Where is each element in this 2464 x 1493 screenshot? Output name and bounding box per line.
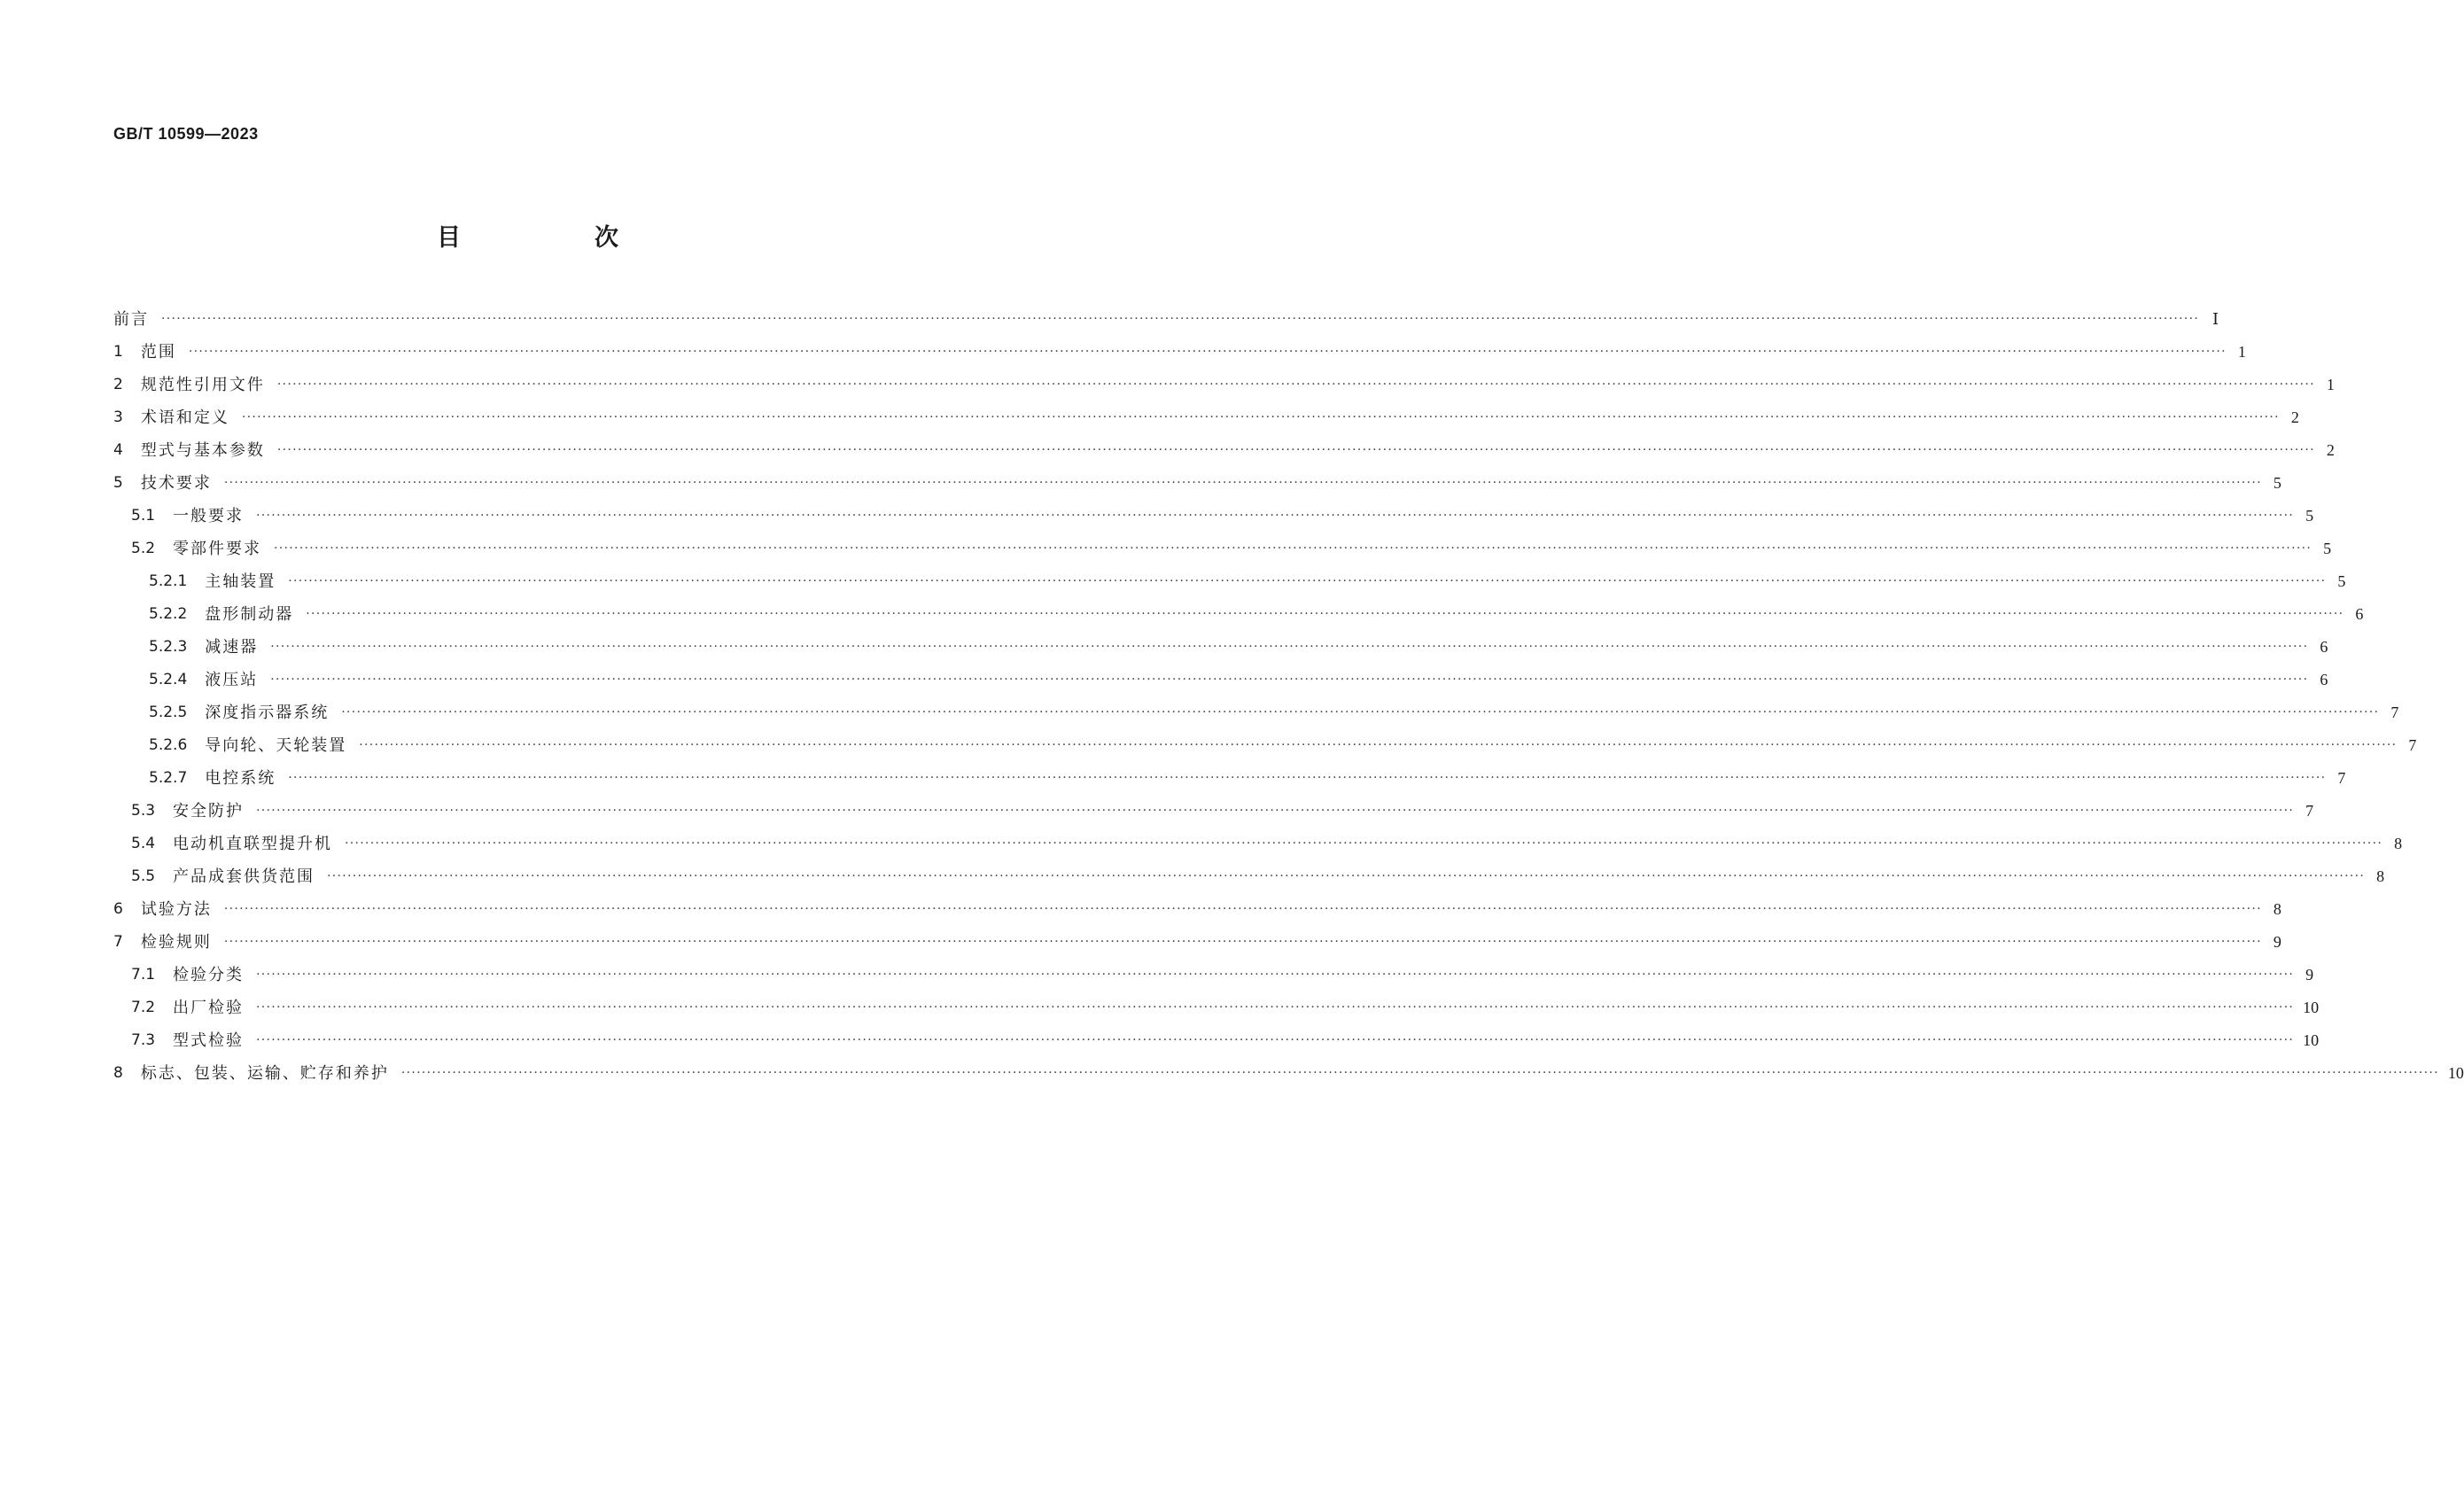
dot-leader: ················································································································································································································································································································································································································ (188, 345, 2227, 359)
toc-entry[interactable] (113, 664, 2328, 696)
toc-entry-page: 2 (2290, 408, 2299, 426)
toc-entry-title: 型式与基本参数 (140, 441, 265, 460)
toc-entry-number: 5 (113, 474, 123, 492)
toc-entry-title: 标志、包装、运输、贮存和养护 (140, 1064, 389, 1083)
toc-entry-title: 一般要求 (173, 507, 245, 525)
toc-entry-number: 5.2.3 (149, 638, 188, 656)
toc-entry-page: 6 (2355, 605, 2364, 623)
dot-leader: ················································································································································································································································································································································································································ (274, 541, 2312, 556)
toc-entry-page: 1 (2326, 376, 2335, 393)
toc-entry-number: 5.2.2 (149, 605, 188, 623)
toc-entry-title: 减速器 (205, 638, 259, 657)
toc-entry[interactable] (113, 467, 2281, 500)
toc-entry-number: 7.3 (131, 1031, 156, 1049)
toc-entry[interactable] (113, 598, 2364, 631)
toc-entry-page: 7 (2390, 704, 2399, 721)
toc-entry[interactable] (113, 991, 2320, 1024)
toc-entry[interactable] (113, 795, 2314, 828)
toc-entry-page: 7 (2408, 736, 2417, 754)
toc-entry-title: 试验方法 (140, 900, 212, 919)
toc-entry[interactable] (113, 893, 2281, 926)
dot-leader: ················································································································································································································································································································································································································ (288, 771, 2327, 785)
toc-entry-number: 5.5 (131, 867, 156, 885)
toc-entry-title: 电控系统 (205, 769, 276, 788)
toc-entry[interactable] (113, 500, 2314, 533)
toc-entry-page: 5 (2305, 507, 2314, 525)
toc-entry[interactable] (113, 828, 2403, 860)
toc-entry[interactable] (113, 696, 2399, 729)
toc-entry-title: 导向轮、天轮装置 (205, 736, 347, 755)
toc-entry-title: 主轴装置 (205, 572, 276, 591)
dot-leader: ················································································································································································································································································································································································································ (400, 1066, 2439, 1080)
toc-entry-title: 安全防护 (173, 802, 245, 820)
toc-entry[interactable] (113, 729, 2417, 762)
toc-entry[interactable] (113, 762, 2346, 795)
toc-entry-page: 10 (2303, 999, 2320, 1016)
dot-leader: ················································································································································································································································································································································································································ (270, 673, 2309, 687)
toc-entry-page: 8 (2273, 900, 2281, 918)
toc-entry-page: 9 (2273, 933, 2281, 951)
toc-entry-number: 5.3 (131, 802, 156, 820)
toc-entry[interactable] (113, 1024, 2320, 1057)
dot-leader: ················································································································································································································································································································································································································ (288, 574, 2327, 588)
toc-entry-page: 10 (2303, 1031, 2320, 1049)
toc-entry[interactable] (113, 959, 2314, 991)
toc-entry-number: 5.2.5 (149, 704, 188, 721)
toc-entry-page: 7 (2337, 769, 2346, 787)
toc-entry-number: 5.2 (131, 540, 156, 557)
toc-entry-page: 5 (2323, 540, 2332, 557)
toc-entry[interactable] (113, 401, 2299, 434)
toc-entry-page: 7 (2305, 802, 2314, 820)
dot-leader: ················································································································································································································································································································································································································ (341, 705, 2380, 719)
toc-entry-page: 9 (2305, 966, 2314, 984)
toc-entry[interactable] (113, 565, 2346, 598)
dot-leader: ················································································································································································································································································································································································································ (256, 509, 2295, 523)
toc-entry-number: 5.2.4 (149, 671, 188, 688)
dot-leader: ················································································································································································································································································································································································································ (223, 476, 2262, 490)
toc-entry-page: 6 (2320, 671, 2328, 688)
toc-entry-page: 10 (2447, 1064, 2464, 1082)
toc-entry-title: 术语和定义 (140, 408, 229, 427)
toc-entry-number: 5.1 (131, 507, 156, 525)
toc-entry[interactable] (113, 533, 2332, 565)
toc-entry-page: 2 (2326, 441, 2335, 459)
toc-entry-page: 5 (2273, 474, 2281, 492)
dot-leader: ················································································································································································································································································································································································································ (223, 902, 2262, 916)
dot-leader: ················································································································································································································································································································································································································ (223, 935, 2262, 949)
toc-entry[interactable] (113, 1057, 2464, 1090)
toc-entry-title: 技术要求 (140, 474, 212, 493)
toc-entry[interactable] (113, 336, 2246, 369)
toc-entry-number: 5.2.6 (149, 736, 188, 754)
toc-entry-number: 5.4 (131, 835, 156, 852)
toc-entry-number: 3 (113, 408, 123, 426)
toc-entry-number: 5.2.1 (149, 572, 188, 590)
toc-entry-title: 前言 (113, 310, 149, 329)
dot-leader: ················································································································································································································································································································································································································ (276, 377, 2315, 392)
dot-leader: ················································································································································································································································································································································································································ (270, 640, 2309, 654)
toc-entry-number: 7 (113, 933, 123, 951)
dot-leader: ················································································································································································································································································································································································································ (161, 312, 2200, 326)
page-title: 目 次 (437, 224, 673, 252)
toc-entry-title: 出厂检验 (173, 999, 245, 1017)
dot-leader: ················································································································································································································································································································································································································ (256, 804, 2295, 818)
toc-entry[interactable] (113, 434, 2335, 467)
toc-entry-page: 8 (2394, 835, 2403, 852)
dot-leader: ················································································································································································································································································································································································································ (345, 836, 2383, 851)
toc-entry-title: 液压站 (205, 671, 259, 689)
toc-entry-page: 5 (2337, 572, 2346, 590)
toc-entry-number: 6 (113, 900, 123, 918)
toc-entry-title: 规范性引用文件 (140, 376, 265, 394)
toc-entry-title: 检验分类 (173, 966, 245, 984)
toc-entry-page: 6 (2320, 638, 2328, 656)
dot-leader: ················································································································································································································································································································································································································ (306, 607, 2344, 621)
toc-entry-number: 1 (113, 343, 123, 361)
dot-leader: ················································································································································································································································································································································································································ (256, 968, 2295, 982)
toc-entry-title: 产品成套供货范围 (173, 867, 315, 886)
toc-entry-title: 深度指示器系统 (205, 704, 330, 722)
toc-entry[interactable] (113, 303, 2219, 336)
toc-entry[interactable] (113, 860, 2385, 893)
standard-code: GB/T 10599—2023 (113, 125, 259, 143)
toc-entry[interactable] (113, 631, 2328, 664)
toc-entry-title: 型式检验 (173, 1031, 245, 1050)
toc-entry-page: Ⅰ (2211, 310, 2219, 328)
toc-entry[interactable] (113, 369, 2335, 401)
toc-entry-page: 8 (2376, 867, 2385, 885)
toc-entry-number: 8 (113, 1064, 123, 1082)
toc-entry-title: 零部件要求 (173, 540, 262, 558)
dot-leader: ················································································································································································································································································································································································································ (256, 1000, 2295, 1015)
table-of-contents (113, 303, 2464, 1090)
dot-leader: ················································································································································································································································································································································································································ (256, 1033, 2295, 1047)
toc-entry[interactable] (113, 926, 2281, 959)
toc-entry-page: 1 (2237, 343, 2246, 361)
toc-entry-number: 2 (113, 376, 123, 393)
toc-entry-number: 7.1 (131, 966, 156, 984)
dot-leader: ················································································································································································································································································································································································································ (359, 738, 2398, 752)
toc-entry-number: 7.2 (131, 999, 156, 1016)
toc-entry-title: 范围 (140, 343, 176, 362)
toc-entry-number: 4 (113, 441, 123, 459)
dot-leader: ················································································································································································································································································································································································································ (276, 443, 2315, 457)
toc-entry-title: 检验规则 (140, 933, 212, 952)
toc-entry-title: 盘形制动器 (205, 605, 294, 624)
dot-leader: ················································································································································································································································································································································································································ (241, 410, 2280, 424)
dot-leader: ················································································································································································································································································································································································································ (327, 869, 2366, 883)
toc-entry-title: 电动机直联型提升机 (173, 835, 333, 853)
toc-entry-number: 5.2.7 (149, 769, 188, 787)
